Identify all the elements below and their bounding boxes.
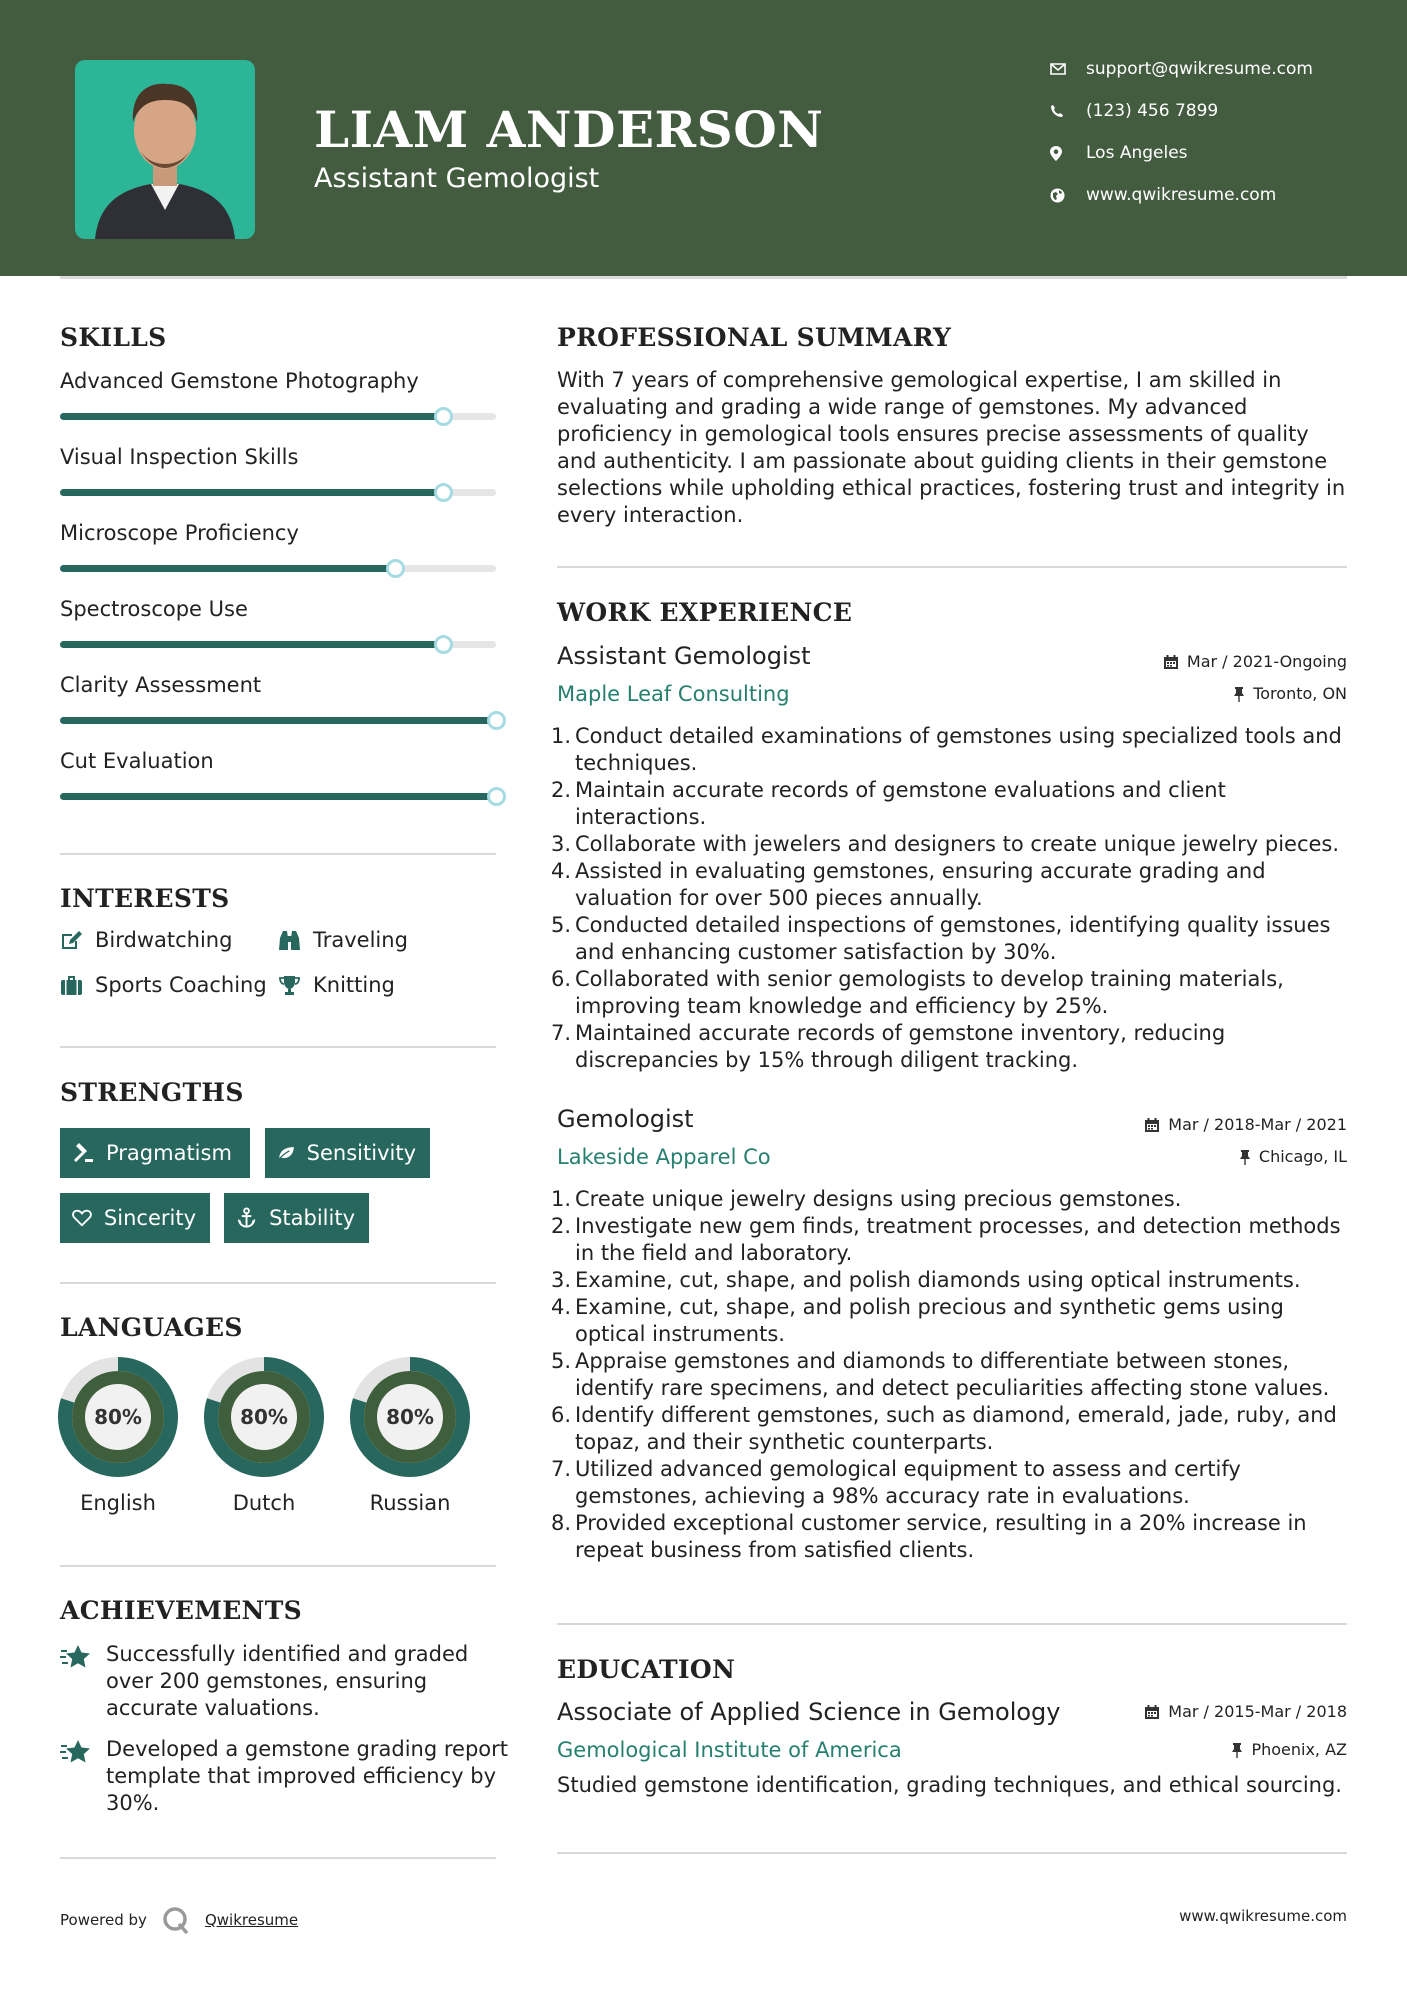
contact-email[interactable] — [1050, 54, 1350, 84]
contact-website[interactable] — [1050, 180, 1350, 210]
education-location-text: Phoenix, AZ — [1251, 1740, 1347, 1759]
gavel-icon — [72, 1142, 94, 1164]
language-donut — [58, 1357, 178, 1477]
contact-phone-text: (123) 456 7899 — [1086, 101, 1219, 121]
language-label: Dutch — [232, 1491, 296, 1515]
duty-number: 8. — [550, 1511, 571, 1535]
duty-item — [550, 1294, 1350, 1348]
footer-brand-link[interactable]: Qwikresume — [204, 1911, 299, 1929]
duty-item — [550, 912, 1350, 966]
job-location — [1239, 1147, 1347, 1166]
globe-icon — [1050, 188, 1086, 203]
languages-divider — [60, 1565, 496, 1567]
duty-number: 4. — [550, 859, 571, 883]
duty-number: 6. — [550, 1403, 571, 1427]
skill-bar-fill — [60, 793, 496, 800]
language-percent: 80% — [386, 1405, 434, 1429]
duty-text: Collaborate with jewelers and designers to create unique jewelry pieces. — [575, 832, 1340, 856]
interest-label: Knitting — [313, 973, 395, 997]
language-label: Russian — [369, 1491, 451, 1515]
skill-label: Cut Evaluation — [60, 749, 214, 773]
duty-number: 2. — [550, 778, 571, 802]
job-dates — [1144, 1115, 1347, 1134]
strengths-heading: STRENGTHS — [60, 1078, 244, 1107]
pushpin-icon — [1231, 1742, 1243, 1758]
candidate-title: Assistant Gemologist — [314, 163, 600, 194]
skill-bar-knob — [386, 559, 405, 578]
duty-text: Collaborated with senior gemologists to develop training materials, improving team knowledge and efficiency by 25%. — [575, 967, 1284, 1018]
skill-bar-knob — [434, 483, 453, 502]
duty-item — [550, 1348, 1350, 1402]
trophy-icon — [278, 975, 301, 996]
contact-location — [1050, 138, 1350, 168]
skill-bar-knob — [434, 407, 453, 426]
duty-text: Conduct detailed examinations of gemstones using specialized tools and techniques. — [575, 724, 1342, 775]
skill-label: Visual Inspection Skills — [60, 445, 299, 469]
strength-label: Stability — [269, 1206, 355, 1230]
duty-item — [550, 831, 1350, 858]
skills-divider — [60, 853, 496, 855]
job-dates-text: Mar / 2021-Ongoing — [1186, 652, 1347, 671]
education-dates — [1144, 1702, 1347, 1721]
education-divider — [557, 1852, 1347, 1854]
duty-text: Appraise gemstones and diamonds to differentiate between stones, identify rare specimens, and detect peculiarities affecting stone values. — [575, 1349, 1330, 1400]
duty-number: 7. — [550, 1021, 571, 1045]
education-dates-text: Mar / 2015-Mar / 2018 — [1168, 1702, 1347, 1721]
education-location — [1231, 1740, 1347, 1759]
interest-label: Sports Coaching — [95, 973, 267, 997]
strength-label: Sensitivity — [306, 1141, 416, 1165]
duty-item — [550, 723, 1350, 777]
language-donut — [350, 1357, 470, 1477]
contact-website-text: www.qwikresume.com — [1086, 185, 1277, 205]
qwikresume-logo-icon — [161, 1905, 191, 1935]
calendar-icon — [1144, 1704, 1160, 1720]
interest-item — [60, 928, 232, 952]
calendar-icon — [1144, 1117, 1160, 1133]
duty-text: Create unique jewelry designs using precious gemstones. — [575, 1187, 1182, 1211]
duty-item — [550, 1267, 1350, 1294]
interests-divider — [60, 1046, 496, 1048]
duty-text: Maintained accurate records of gemstone inventory, reducing discrepancies by 15% through diligent tracking. — [575, 1021, 1226, 1072]
heart-icon — [72, 1208, 92, 1228]
experience-divider — [557, 1623, 1347, 1625]
binoculars-icon — [278, 930, 301, 951]
skill-label: Clarity Assessment — [60, 673, 262, 697]
job-dates-text: Mar / 2018-Mar / 2021 — [1168, 1115, 1347, 1134]
education-heading: EDUCATION — [557, 1655, 736, 1684]
language-donut — [204, 1357, 324, 1477]
duty-item — [550, 1402, 1350, 1456]
interest-item — [278, 973, 395, 997]
achievement-item — [60, 1641, 510, 1722]
duty-text: Examine, cut, shape, and polish precious and synthetic gems using optical instruments. — [575, 1295, 1284, 1346]
duty-item — [550, 1020, 1350, 1074]
duty-item — [550, 1456, 1350, 1510]
languages-heading: LANGUAGES — [60, 1313, 243, 1342]
education-description: Studied gemstone identification, grading techniques, and ethical sourcing. — [557, 1773, 1342, 1797]
experience-heading: WORK EXPERIENCE — [557, 598, 853, 627]
skills-heading: SKILLS — [60, 323, 167, 352]
skill-label: Advanced Gemstone Photography — [60, 369, 419, 393]
skill-bar-fill — [60, 641, 444, 648]
duty-item — [550, 1213, 1350, 1267]
duty-item — [550, 858, 1350, 912]
skill-bar — [60, 413, 496, 420]
job-location-text: Chicago, IL — [1258, 1147, 1347, 1166]
skill-bar-fill — [60, 413, 444, 420]
language-percent: 80% — [240, 1405, 288, 1429]
job-duties — [550, 1186, 1350, 1564]
profile-photo — [75, 60, 255, 239]
job-location-text: Toronto, ON — [1253, 684, 1347, 703]
skill-bar — [60, 565, 496, 572]
summary-text: With 7 years of comprehensive gemological expertise, I am skilled in evaluating and grading a wide range of gemstones. My advanced proficiency in gemological tools ensures precise assessments of quality and authenticity. I am passionate about guiding clients in their gemstone selections while upholding ethical practices, fostering trust and integrity in every interaction. — [557, 368, 1346, 527]
strength-label: Sincerity — [103, 1206, 196, 1230]
achievement-text: Developed a gemstone grading report template that improved efficiency by 30%. — [106, 1737, 509, 1815]
strength-chip — [265, 1128, 430, 1178]
contact-email-text: support@qwikresume.com — [1086, 59, 1313, 79]
phone-icon — [1050, 104, 1086, 118]
duty-text: Identify different gemstones, such as diamond, emerald, jade, ruby, and topaz, and their synthetic counterparts. — [575, 1403, 1337, 1454]
achievements-heading: ACHIEVEMENTS — [60, 1596, 302, 1625]
skill-label: Spectroscope Use — [60, 597, 248, 621]
skill-bar-knob — [434, 635, 453, 654]
job-company: Lakeside Apparel Co — [557, 1145, 771, 1169]
leaf-icon — [277, 1143, 295, 1163]
language-label: English — [80, 1491, 156, 1515]
calendar-icon — [1163, 654, 1179, 670]
job-company: Maple Leaf Consulting — [557, 682, 790, 706]
language-ring — [350, 1357, 470, 1481]
footer-website-link[interactable]: www.qwikresume.com — [1179, 1907, 1347, 1925]
achievement-item — [60, 1736, 510, 1817]
skill-bar — [60, 641, 496, 648]
duty-number: 5. — [550, 1349, 571, 1373]
pushpin-icon — [1239, 1149, 1251, 1165]
skill-label: Microscope Proficiency — [60, 521, 299, 545]
duty-item — [550, 1510, 1350, 1564]
duty-text: Provided exceptional customer service, resulting in a 20% increase in repeat business from satisfied clients. — [575, 1511, 1307, 1562]
duty-number: 1. — [550, 1187, 571, 1211]
summary-heading: PROFESSIONAL SUMMARY — [557, 323, 952, 352]
contact-location-text: Los Angeles — [1086, 143, 1188, 163]
job-dates — [1163, 652, 1347, 671]
job-duties — [550, 723, 1350, 1074]
language-ring — [204, 1357, 324, 1481]
resume-header — [0, 0, 1407, 276]
strength-chip — [60, 1128, 250, 1178]
duty-number: 7. — [550, 1457, 571, 1481]
language-ring — [58, 1357, 178, 1481]
duty-number: 6. — [550, 967, 571, 991]
duty-text: Utilized advanced gemological equipment to assess and certify gemstones, achieving a 98% accuracy rate in evaluations. — [575, 1457, 1241, 1508]
job-location — [1233, 684, 1347, 703]
interest-item — [278, 928, 408, 952]
pushpin-icon — [1233, 686, 1245, 702]
duty-number: 5. — [550, 913, 571, 937]
duty-number: 3. — [550, 1268, 571, 1292]
duty-number: 1. — [550, 724, 571, 748]
candidate-name: LIAM ANDERSON — [314, 100, 824, 159]
duty-text: Maintain accurate records of gemstone evaluations and client interactions. — [575, 778, 1226, 829]
education-school: Gemological Institute of America — [557, 1738, 902, 1762]
strengths-divider — [60, 1282, 496, 1284]
briefcase-icon — [60, 975, 83, 996]
powered-by-text: Powered by — [60, 1911, 147, 1929]
location-pin-icon — [1050, 146, 1086, 161]
star-icon — [60, 1739, 92, 1765]
education-degree: Associate of Applied Science in Gemology — [557, 1698, 1061, 1726]
duty-item — [550, 1186, 1350, 1213]
job-title: Gemologist — [557, 1105, 694, 1133]
duty-number: 3. — [550, 832, 571, 856]
edit-icon — [60, 930, 83, 951]
interest-item — [60, 973, 267, 997]
skill-bar-fill — [60, 717, 496, 724]
contact-phone[interactable] — [1050, 96, 1350, 126]
skill-bar — [60, 717, 496, 724]
skill-bar-fill — [60, 565, 396, 572]
star-icon — [60, 1644, 92, 1670]
duty-text: Investigate new gem finds, treatment processes, and detection methods in the field and laboratory. — [575, 1214, 1341, 1265]
skill-bar-knob — [487, 787, 506, 806]
strength-label: Pragmatism — [106, 1141, 232, 1165]
language-percent: 80% — [94, 1405, 142, 1429]
strength-chip — [224, 1193, 369, 1243]
anchor-icon — [236, 1207, 257, 1229]
skill-bar-knob — [487, 711, 506, 730]
footer-powered-by — [60, 1905, 298, 1935]
duty-item — [550, 966, 1350, 1020]
duty-text: Examine, cut, shape, and polish diamonds using optical instruments. — [575, 1268, 1301, 1292]
header-divider — [60, 276, 1347, 279]
skill-bar-fill — [60, 489, 444, 496]
interests-heading: INTERESTS — [60, 884, 230, 913]
job-title: Assistant Gemologist — [557, 642, 811, 670]
summary-divider — [557, 566, 1347, 568]
duty-number: 4. — [550, 1295, 571, 1319]
skill-bar — [60, 793, 496, 800]
interest-label: Birdwatching — [95, 928, 233, 952]
envelope-icon — [1050, 63, 1086, 75]
duty-item — [550, 777, 1350, 831]
achievements-divider — [60, 1857, 496, 1859]
skill-bar — [60, 489, 496, 496]
duty-text: Conducted detailed inspections of gemstones, identifying quality issues and enhancing customer satisfaction by 30%. — [575, 913, 1331, 964]
achievement-text: Successfully identified and graded over 200 gemstones, ensuring accurate valuations. — [106, 1642, 469, 1720]
duty-text: Assisted in evaluating gemstones, ensuring accurate grading and valuation for over 500 pieces annually. — [575, 859, 1266, 910]
duty-number: 2. — [550, 1214, 571, 1238]
interest-label: Traveling — [313, 928, 408, 952]
strength-chip — [60, 1193, 210, 1243]
